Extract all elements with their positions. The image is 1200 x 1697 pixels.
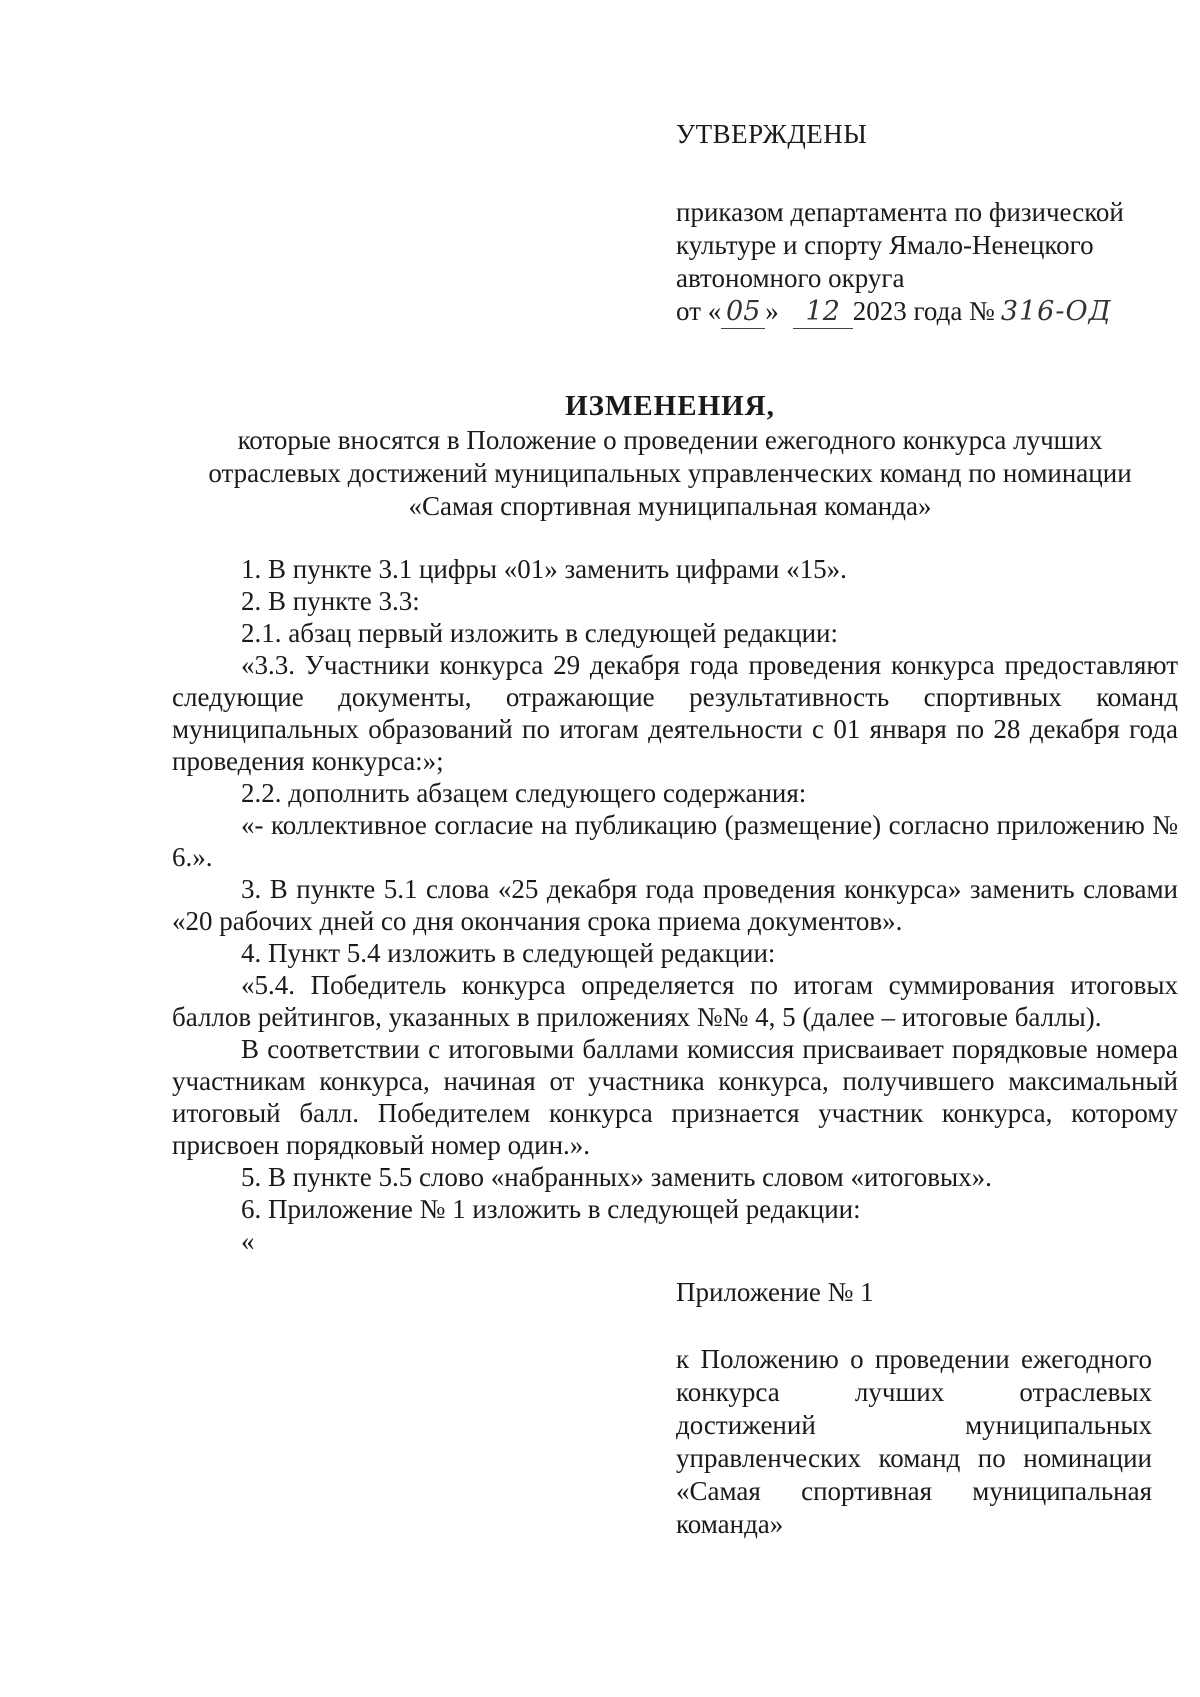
paragraph-5: 2.2. дополнить абзацем следующего содержания: xyxy=(241,778,807,808)
document-body xyxy=(172,553,1178,1257)
appendix-number: Приложение № 1 xyxy=(676,1277,874,1307)
subtitle-line-3: «Самая спортивная муниципальная команда» xyxy=(408,491,932,521)
paragraph-10: В соответствии с итоговыми баллами комиссия присваивает порядковые номера участникам конкурса, начиная от участника конкурса, получившего максимальный итоговый балл. Победителем конкурса признается участник конкурса, которому присвоен порядковый номер один.». xyxy=(172,1034,1178,1160)
paragraph-12: 6. Приложение № 1 изложить в следующей редакции: xyxy=(241,1194,861,1224)
approval-title: УТВЕРЖДЕНЫ xyxy=(676,119,868,149)
approval-date-line xyxy=(676,295,1156,329)
paragraph-3: 2.1. абзац первый изложить в следующей редакции: xyxy=(241,618,839,648)
opening-quote: « xyxy=(241,1226,255,1256)
paragraph-6: «- коллективное согласие на публикацию (размещение) согласно приложению № 6.». xyxy=(172,810,1178,872)
approval-line-3: автономного округа xyxy=(676,263,905,293)
handwritten-order-number: 316-ОД xyxy=(1000,296,1112,327)
paragraph-9: «5.4. Победитель конкурса определяется по итогам суммирования итоговых баллов рейтингов, указанных в приложениях №№ 4, 5 (далее – итоговые баллы). xyxy=(172,970,1178,1032)
document-heading: ИЗМЕНЕНИЯ, xyxy=(565,390,775,422)
paragraph-7: 3. В пункте 5.1 слова «25 декабря года проведения конкурса» заменить словами «20 рабочих дней со дня окончания срока приема документов». xyxy=(172,874,1178,936)
approval-line-2: культуре и спорту Ямало-Ненецкого xyxy=(676,230,1094,260)
paragraph-4: «3.3. Участники конкурса 29 декабря года проведения конкурса предоставляют следующие документы, отражающие результативность спортивных команд муниципальных образований по итогам деятельности с 01 января по 28 декабря года проведения конкурса:»; xyxy=(172,650,1178,776)
date-prefix: от « xyxy=(676,296,722,326)
paragraph-8: 4. Пункт 5.4 изложить в следующей редакции: xyxy=(241,938,776,968)
paragraph-2: 2. В пункте 3.3: xyxy=(241,586,420,616)
appendix-block xyxy=(676,1276,1152,1541)
appendix-description: к Положению о проведении ежегодного конкурса лучших отраслевых достижений муниципальных управленческих команд по номинации «Самая спортивная муниципальная команда» xyxy=(676,1344,1152,1539)
paragraph-11: 5. В пункте 5.5 слово «набранных» заменить словом «итоговых». xyxy=(241,1162,992,1192)
handwritten-month: 12 xyxy=(793,295,853,329)
date-mid: » xyxy=(765,296,779,326)
approval-block xyxy=(676,118,1156,329)
title-block xyxy=(150,388,1190,523)
paragraph-1: 1. В пункте 3.1 цифры «01» заменить цифрами «15». xyxy=(241,554,847,584)
date-year: 2023 года № xyxy=(852,296,995,326)
approval-line-1: приказом департамента по физической xyxy=(676,197,1124,227)
subtitle-line-2: отраслевых достижений муниципальных управленческих команд по номинации xyxy=(208,458,1132,488)
subtitle-line-1: которые вносятся в Положение о проведении ежегодного конкурса лучших xyxy=(237,425,1103,455)
handwritten-day: 05 xyxy=(721,295,765,329)
